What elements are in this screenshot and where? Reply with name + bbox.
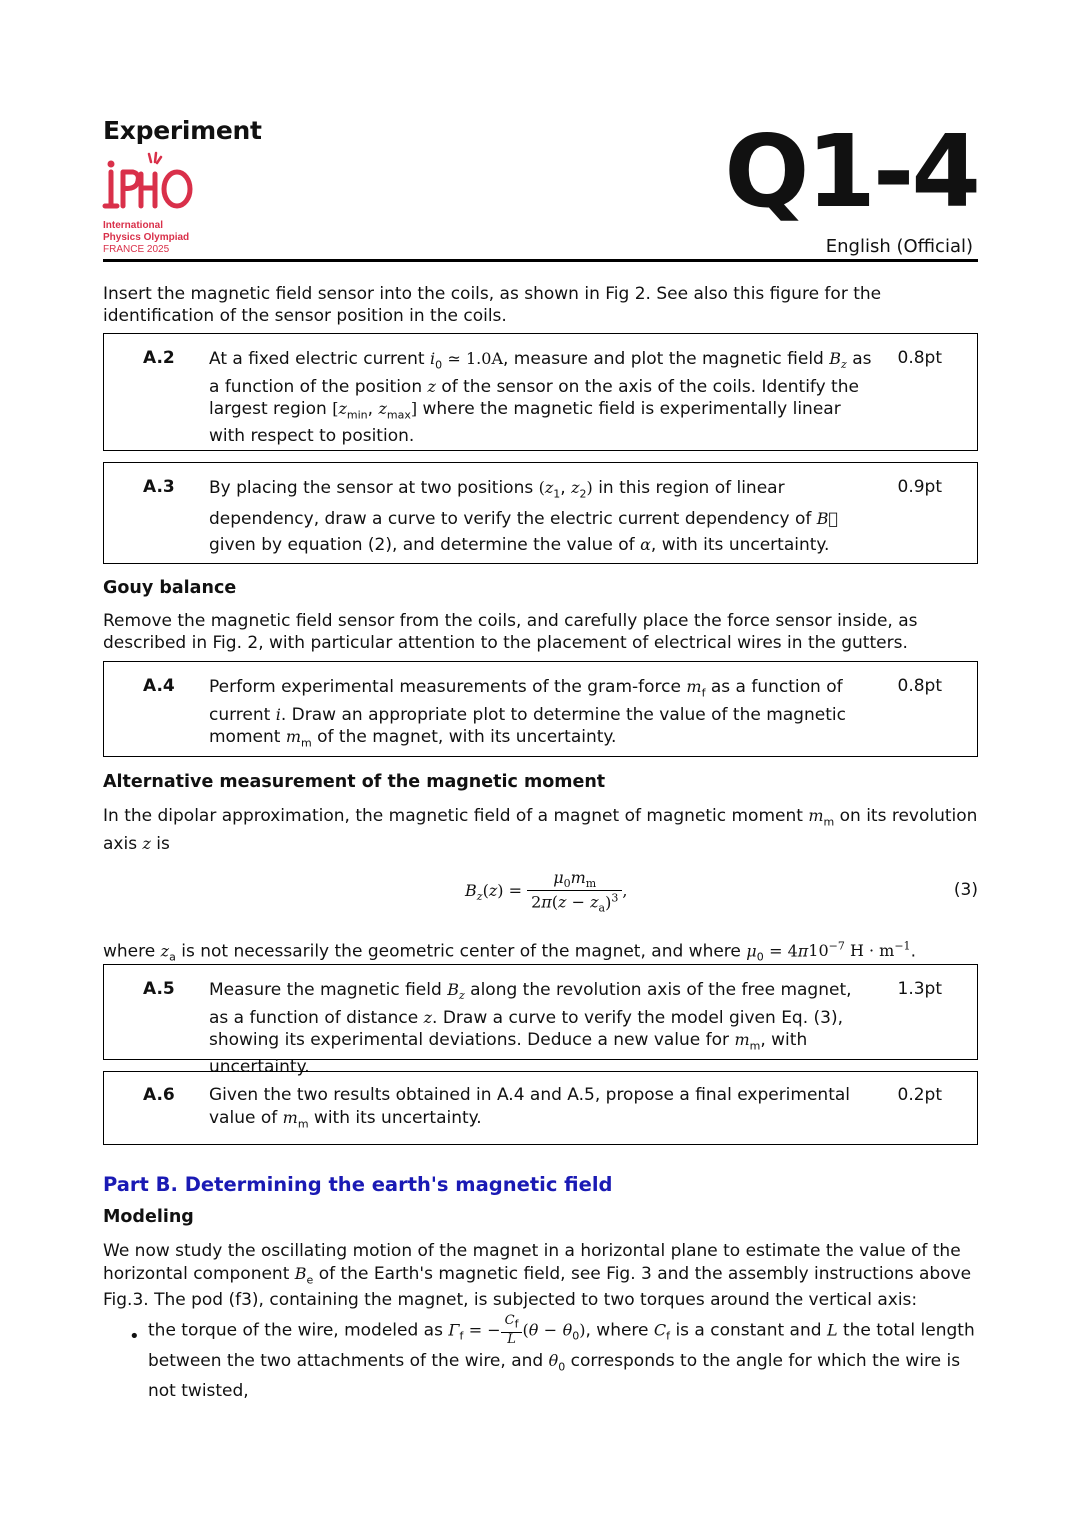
task-box-a2 [103,333,978,451]
logo-line-3: FRANCE 2025 [103,244,170,255]
gouy-paragraph: Remove the magnetic field sensor from the coils, and carefully place the force sensor inside, as described in Fig. 2, with particular attention to the placement of electrical wires in the gutters. [103,611,918,653]
equation-number: (3) [953,880,978,900]
dipole-equation: $B_z(z)$ = $\frac{\mu_0m_m}{2\pi(z - z_a)^3}$ , [465,868,628,915]
question-number: Q1-4 [724,113,978,230]
task-text: Measure the magnetic field $B_z$ along the revolution axis of the free magnet, as a function of distance z. Draw a curve to verify the model given Eq. (3), showing its experimental deviations. Deduce a new value for $m_m$, with uncertainty. [209,980,852,1078]
task-box-a3 [103,462,978,564]
alt-heading: Alternative measurement of the magnetic moment [103,772,606,792]
task-box-a5 [103,964,978,1078]
logo-line-2: Physics Olympiad [103,232,190,243]
task-label: A.5 [143,979,175,999]
task-points: 0.8pt [897,348,942,368]
task-points: 0.9pt [897,477,942,497]
task-label: A.6 [143,1085,175,1105]
header-kind: Experiment [103,116,262,145]
task-text: Given the two results obtained in A.4 and A.5, propose a final experimental value of $m_m$ with its uncertainty. [209,1085,851,1130]
intro-paragraph: Insert the magnetic field sensor into the coils, as shown in Fig 2. See also this figure for the identification of the sensor position in the coils. [103,284,882,326]
task-text: At a fixed electric current $i_0$ ≃ 1.0A, measure and plot the magnetic field $B_z$ as a function of the position z of the sensor on the axis of the coils. Identify the largest region [$z_{min}$, $z_{max}$] where the magnetic field is experimentally linear with respect to position. [209,349,872,447]
task-box-a4 [103,661,978,757]
alt-paragraph: In the dipolar approximation, the magnetic field of a magnet of magnetic moment $m_m$ on its revolution axis z is [103,806,978,854]
gouy-heading: Gouy balance [103,578,237,598]
task-label: A.2 [143,348,175,368]
header-rule [103,259,978,262]
task-points: 1.3pt [897,979,942,999]
task-points: 0.2pt [897,1085,942,1105]
task-label: A.3 [143,477,175,497]
language-label: English (Official) [825,236,973,257]
task-label: A.4 [143,676,175,696]
part-b-title: Part B. Determining the earth's magnetic field [103,1173,613,1196]
alt-after-paragraph: where $z_a$ is not necessarily the geometric center of the magnet, and where $\mu_0 = 4\pi 10^{-7}$ $H \cdot m^{-1}$. [103,940,916,964]
bullet-item: the torque of the wire, modeled as $\Gamma_f$ = − $\frac{C_f}{L}$ $(\theta - \theta_0)$, where $C_f$ is a constant and L the total length between the two attachments of the wire, and $\theta_0$ corresponds to the angle for which the wire is not twisted, [148,1313,975,1402]
part-b-paragraph: We now study the oscillating motion of the magnet in a horizontal plane to estimate the value of the horizontal component $B_e$ of the Earth's magnetic field, see Fig. 3 and the assembly instructions above Fig.3. The pod (f3), containing the magnet, is subjected to two torques around the vertical axis: [103,1241,972,1311]
task-text: Perform experimental measurements of the gram-force $m_f$ as a function of current i. Draw an appropriate plot to determine the value of the magnetic moment $m_m$ of the magnet, with its uncertainty. [209,677,846,750]
ipho-logo [101,150,201,260]
task-points: 0.8pt [897,676,942,696]
task-box-a6 [103,1071,978,1145]
bullet-marker: • [129,1326,140,1347]
task-text: By placing the sensor at two positions ($z_1$, $z_2$) in this region of linear dependency, draw a curve to verify the electric current dependency of B⃗ given by equation (2), and determine the value of α, with its uncertainty. [209,478,839,556]
logo-line-1: International [103,220,164,231]
ipho-logo-graphic [101,150,201,220]
modeling-heading: Modeling [103,1207,194,1227]
